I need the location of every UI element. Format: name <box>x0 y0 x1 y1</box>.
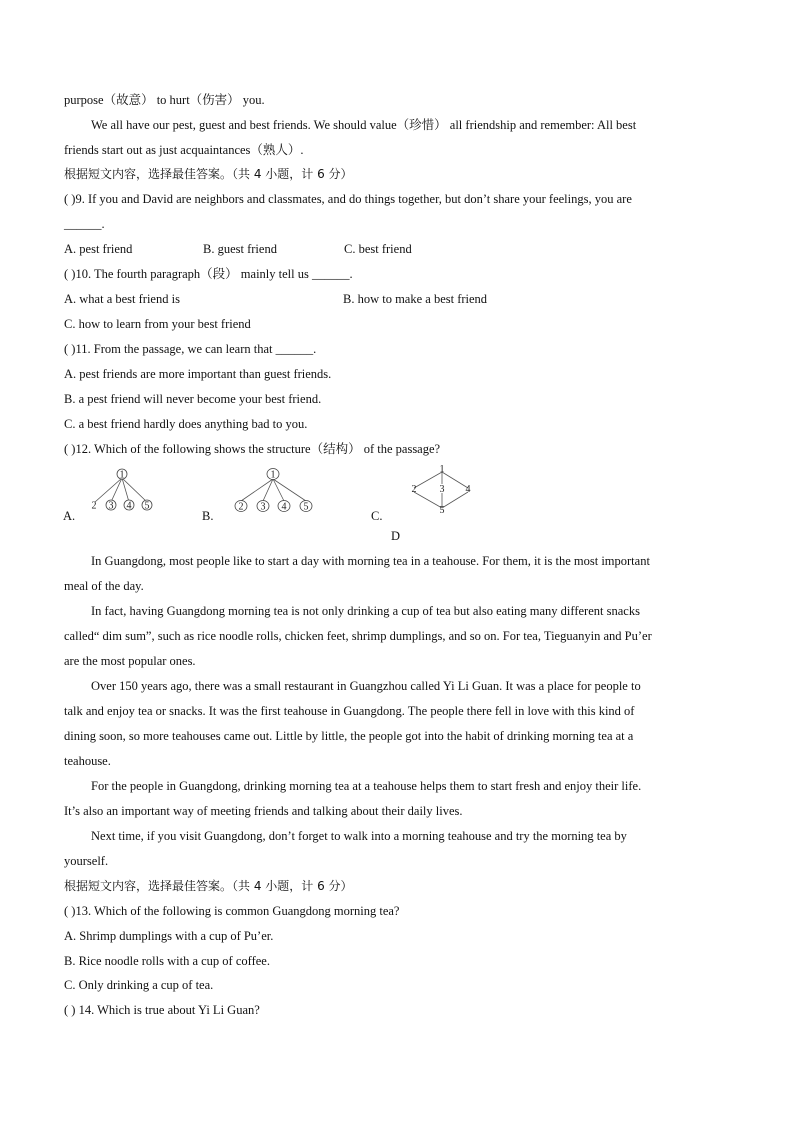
tree-node-label: 3 <box>108 500 114 512</box>
question-10-option-b: B. how to make a best friend <box>343 292 488 306</box>
tree-node-label: 1 <box>119 469 125 481</box>
tree-node-label: 5 <box>439 505 445 516</box>
tree-node-label: 4 <box>281 501 287 513</box>
tree-node-label: 3 <box>439 484 445 495</box>
question-11-option-c: C. a best friend hardly does anything bad to you. <box>64 417 308 431</box>
question-13-stem: ( )13. Which of the following is common Guangdong morning tea? <box>64 904 400 918</box>
tree-node-label: 2 <box>91 500 97 512</box>
question-12-stem: ( )12. Which of the following shows the structure（结构） of the passage? <box>64 442 441 456</box>
question-11-stem: ( )11. From the passage, we can learn that ______. <box>64 342 317 356</box>
section-instruction: 根据短文内容，选择最佳答案。（共 4 小题，计 6 分） <box>64 879 353 893</box>
question-13-option-a: A. Shrimp dumplings with a cup of Pu’er. <box>64 929 274 943</box>
tree-node-label: 2 <box>238 501 244 513</box>
passage-d-line: talk and enjoy tea or snacks. It was the first teahouse in Guangdong. The people there fell in love with this kind of <box>64 704 635 718</box>
section-instruction: 根据短文内容，选择最佳答案。（共 4 小题，计 6 分） <box>64 167 353 181</box>
question-9-stem: ( )9. If you and David are neighbors and classmates, and do things together, but don’t share your feelings, you are <box>64 192 632 206</box>
question-14-stem: ( ) 14. Which is true about Yi Li Guan? <box>64 1003 260 1017</box>
passage-c-line: We all have our pest, guest and best friends. We should value（珍惜） all friendship and remember: All best <box>91 118 637 132</box>
passage-d-line: It’s also an important way of meeting friends and talking about their daily lives. <box>64 804 463 818</box>
passage-d-line: yourself. <box>64 854 109 868</box>
passage-c-line: purpose（故意） to hurt（伤害） you. <box>64 93 265 107</box>
tree-diagram-c <box>402 462 482 518</box>
tree-node-label: 2 <box>411 484 417 495</box>
passage-c-line: friends start out as just acquaintances（熟人）. <box>64 143 304 157</box>
tree-node-label: 5 <box>303 501 309 513</box>
passage-d-line: For the people in Guangdong, drinking morning tea at a teahouse helps them to start fresh and enjoy their life. <box>91 779 642 793</box>
tree-node-label: 4 <box>465 484 471 495</box>
question-9-option-a: A. pest friend <box>64 242 133 256</box>
passage-d-line: Next time, if you visit Guangdong, don’t forget to walk into a morning teahouse and try the morning tea by <box>91 829 627 843</box>
tree-node-label: 4 <box>126 500 132 512</box>
question-9-option-c: C. best friend <box>344 242 412 256</box>
question-12-option-b: B. <box>202 509 214 523</box>
passage-d-line: meal of the day. <box>64 579 144 593</box>
question-12-option-a: A. <box>63 509 76 523</box>
tree-diagram-a <box>84 466 164 516</box>
passage-d-line: dining soon, so more teahouses came out. Little by little, the people got into the habit of drinking morning tea at a <box>64 729 634 743</box>
passage-d-line: In fact, having Guangdong morning tea is not only drinking a cup of tea but also eating many different snacks <box>91 604 640 618</box>
question-13-option-c: C. Only drinking a cup of tea. <box>64 978 214 992</box>
passage-d-line: teahouse. <box>64 754 111 768</box>
question-10-option-c: C. how to learn from your best friend <box>64 317 251 331</box>
question-9-stem-cont: ______. <box>64 217 105 231</box>
passage-d-line: are the most popular ones. <box>64 654 196 668</box>
question-10-stem: ( )10. The fourth paragraph（段） mainly tell us ______. <box>64 267 353 281</box>
tree-node-label: 1 <box>270 469 276 481</box>
passage-d-line: called“ dim sum”, such as rice noodle rolls, chicken feet, shrimp dumplings, and so on. For tea, Tieguanyin and Pu’er <box>64 629 652 643</box>
passage-d-line: Over 150 years ago, there was a small restaurant in Guangzhou called Yi Li Guan. It was a place for people to <box>91 679 641 693</box>
question-10-option-a: A. what a best friend is <box>64 292 180 306</box>
question-13-option-b: B. Rice noodle rolls with a cup of coffee. <box>64 954 270 968</box>
question-9-option-b: B. guest friend <box>203 242 277 256</box>
question-11-option-b: B. a pest friend will never become your best friend. <box>64 392 322 406</box>
passage-d-heading: D <box>391 529 401 543</box>
question-11-option-a: A. pest friends are more important than guest friends. <box>64 367 332 381</box>
question-12-option-c: C. <box>371 509 383 523</box>
passage-d-line: In Guangdong, most people like to start a day with morning tea in a teahouse. For them, it is the most important <box>91 554 650 568</box>
tree-node-label: 5 <box>144 500 150 512</box>
tree-diagram-b <box>226 463 322 519</box>
tree-node-label: 3 <box>260 501 266 513</box>
tree-node-label: 1 <box>439 464 445 475</box>
